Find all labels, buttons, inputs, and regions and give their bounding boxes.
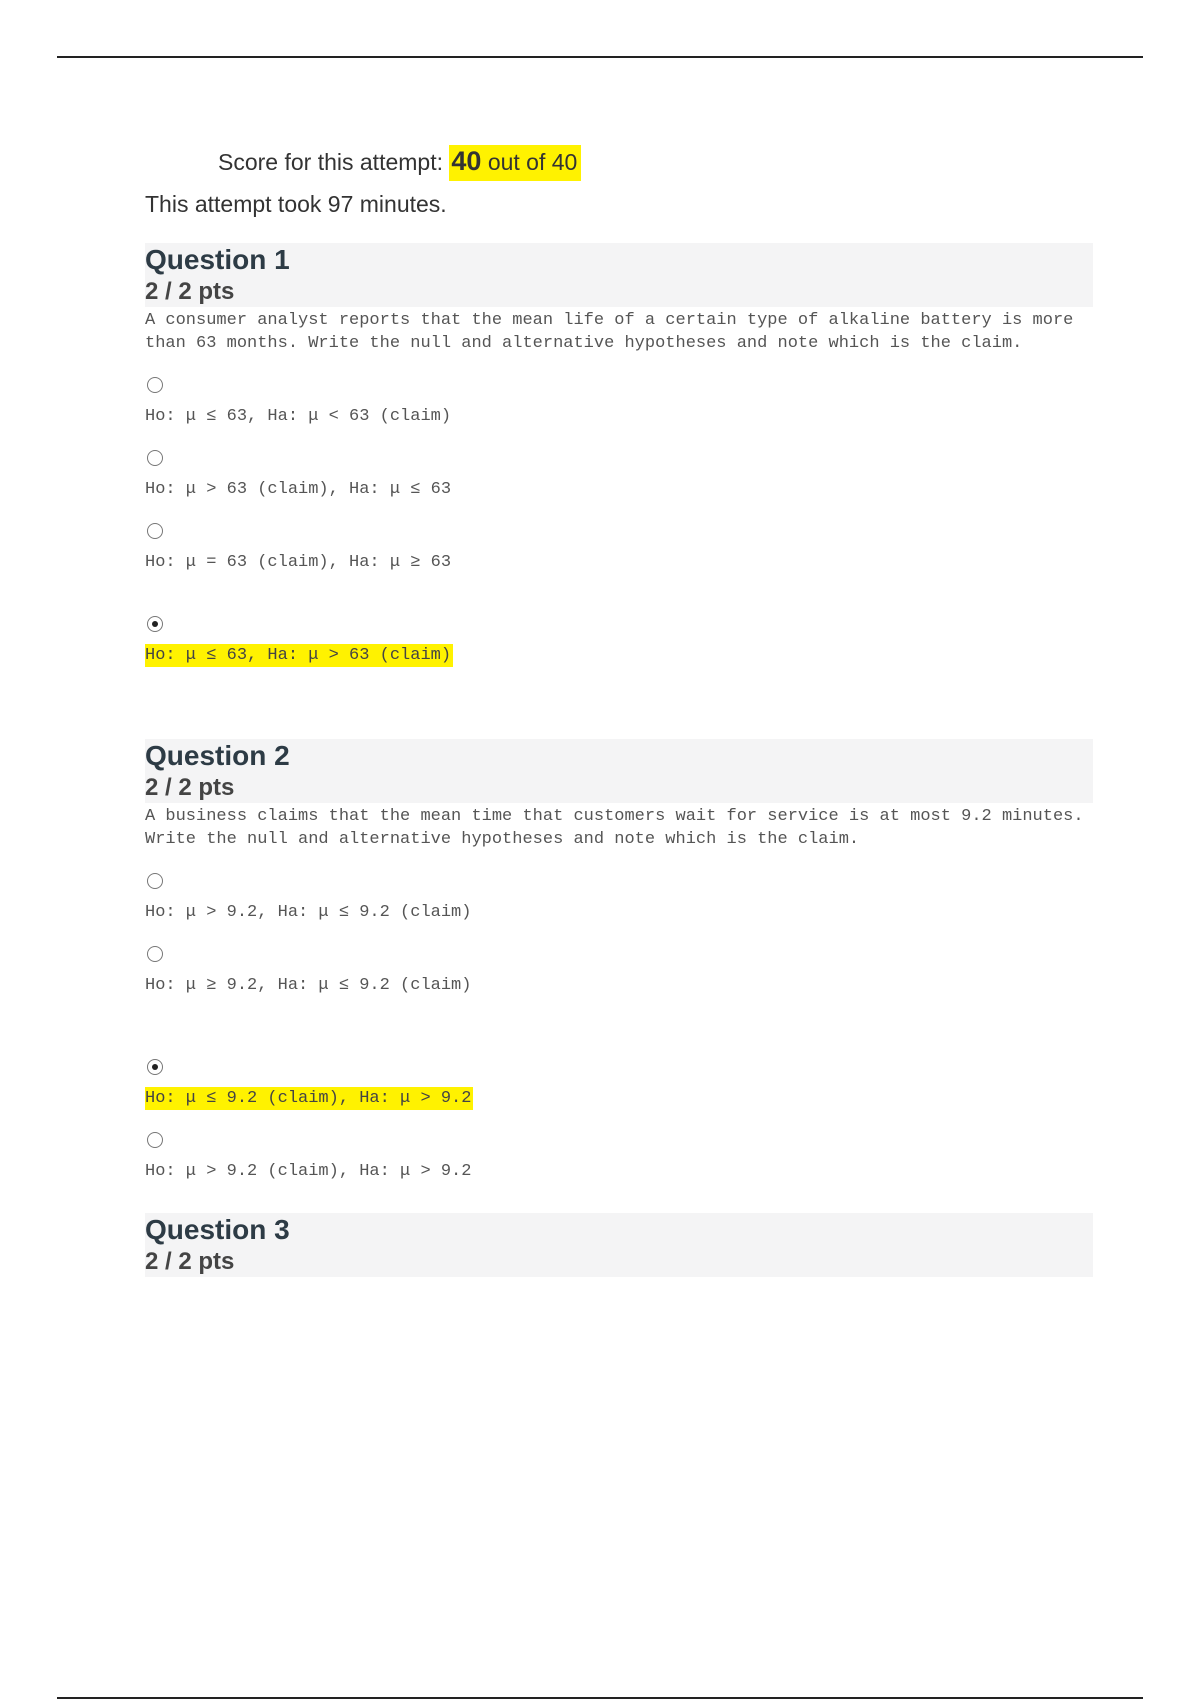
- radio-button-checked-icon[interactable]: [147, 616, 163, 632]
- answer-text: Ho: μ ≤ 63, Ha: μ < 63 (claim): [145, 407, 452, 426]
- question-title: Question 2: [145, 740, 290, 771]
- radio-button-icon[interactable]: [147, 946, 163, 962]
- answer-text: Ho: μ > 9.2 (claim), Ha: μ > 9.2: [145, 1162, 472, 1181]
- score-line: [218, 140, 1093, 182]
- answer-text: Ho: μ ≥ 9.2, Ha: μ ≤ 9.2 (claim): [145, 976, 472, 995]
- radio-button-icon[interactable]: [147, 523, 163, 539]
- top-rule: [57, 56, 1143, 58]
- question-text: A business claims that the mean time that customers wait for service is at most 9.2 minutes. Write the null and alternative hypotheses and note which is the claim.: [145, 807, 1084, 849]
- answer-option: [145, 1132, 1093, 1183]
- answer-list: [145, 377, 1093, 667]
- attempt-duration: This attempt took 97 minutes.: [145, 191, 447, 217]
- question-title: Question 3: [145, 1214, 290, 1245]
- answer-option-selected: [145, 1059, 1093, 1110]
- radio-button-icon[interactable]: [147, 873, 163, 889]
- answer-option: [145, 523, 1093, 574]
- question-points: 2 / 2 pts: [145, 1248, 235, 1275]
- quiz-results: [145, 140, 1093, 1277]
- score-highlight: [449, 145, 581, 181]
- question-title: Question 1: [145, 244, 290, 275]
- question-2: [145, 739, 1093, 1183]
- question-3: [145, 1213, 1093, 1277]
- score-value: 40: [451, 146, 482, 176]
- radio-button-icon[interactable]: [147, 377, 163, 393]
- score-label: Score for this attempt:: [218, 149, 443, 175]
- answer-option-selected: [145, 616, 1093, 667]
- question-header: [145, 739, 1093, 803]
- question-points: 2 / 2 pts: [145, 278, 235, 305]
- answer-text: Ho: μ > 63 (claim), Ha: μ ≤ 63: [145, 480, 452, 499]
- answer-option: [145, 946, 1093, 997]
- question-header: [145, 243, 1093, 307]
- question-header: [145, 1213, 1093, 1277]
- radio-button-checked-icon[interactable]: [147, 1059, 163, 1075]
- answer-option: [145, 873, 1093, 924]
- question-1: [145, 243, 1093, 667]
- radio-button-icon[interactable]: [147, 1132, 163, 1148]
- question-text: A consumer analyst reports that the mean life of a certain type of alkaline battery is more than 63 months. Write the null and alternative hypotheses and note which is the claim.: [145, 311, 1074, 353]
- answer-option: [145, 450, 1093, 501]
- answer-list: [145, 873, 1093, 1183]
- answer-text: Ho: μ > 9.2, Ha: μ ≤ 9.2 (claim): [145, 903, 472, 922]
- answer-option: [145, 377, 1093, 428]
- answer-text-selected: Ho: μ ≤ 9.2 (claim), Ha: μ > 9.2: [145, 1089, 472, 1108]
- score-total: out of 40: [487, 149, 578, 175]
- question-points: 2 / 2 pts: [145, 774, 235, 801]
- radio-button-icon[interactable]: [147, 450, 163, 466]
- bottom-rule: [57, 1697, 1143, 1699]
- answer-text: Ho: μ = 63 (claim), Ha: μ ≥ 63: [145, 553, 452, 572]
- answer-text-selected: Ho: μ ≤ 63, Ha: μ > 63 (claim): [145, 646, 452, 665]
